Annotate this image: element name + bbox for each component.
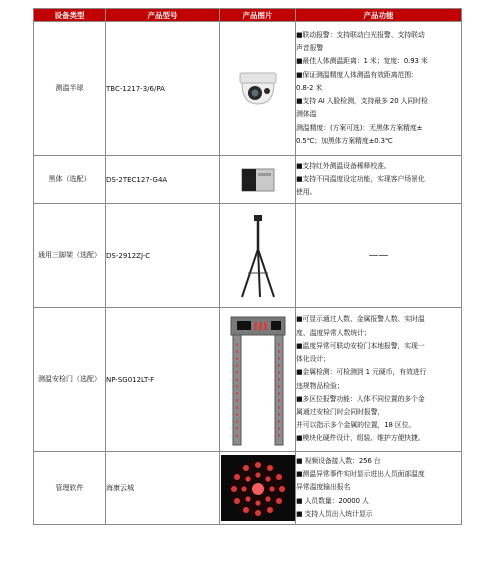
product-image [220,204,296,308]
product-image [220,308,296,452]
product-function: —— [296,204,462,308]
table-row [34,204,462,308]
tripod-icon [238,213,278,299]
spec-table [33,8,462,525]
product-model: NP-SG012LT-F [106,308,220,452]
table-row [34,308,462,452]
product-function: ■支持红外测温设备稀释校准。 ■支持不同温度设定功能，实现客户场景化 使用。 [296,156,462,204]
security-gate-icon [227,313,289,447]
product-function: ■可显示通过人数、金属报警人数、实时温 度、温度异常人数统计； ■温度异常可联动安检门本地报警，实现一 体化设计； ■金属检测：可检测到 1 元硬币，有效进行 违规物品检验； ■多区位报警功能：人体不同位置的多个金 属通过安检门时会同时报警， 并可以指示多个金属的位置，18 区位。 ■模块化硬件设计，组装、维护方便快捷。 [296,308,462,452]
software-screen-icon [221,455,295,521]
header-type: 设备类型 [34,9,106,22]
header-row [34,9,462,22]
product-image [220,156,296,204]
table-row [34,22,462,156]
product-model: 海康云城 [106,452,220,525]
device-type: 测温半球 [34,22,106,156]
device-type: 测温安检门（选配） [34,308,106,452]
device-type: 黑体（选配） [34,156,106,204]
product-model: DS-2912ZJ-C [106,204,220,308]
header-image: 产品图片 [220,9,296,22]
product-image [220,22,296,156]
product-image [220,452,296,525]
blackbody-device-icon [238,165,278,195]
header-function: 产品功能 [296,9,462,22]
product-model: TBC-1217-3/6/PA [106,22,220,156]
table-row [34,156,462,204]
table-row [34,452,462,525]
device-type: 通用三脚架（选配） [34,204,106,308]
product-model: DS-2TEC127-G4A [106,156,220,204]
header-model: 产品型号 [106,9,220,22]
product-function: ■ 视频设备接入数：256 台 ■测温异常事件实时显示进出人员面部温度 异常温度输出报名 ■ 人员数量：20000 人 ■ 支持人员出入统计显示 [296,452,462,525]
product-function: ■联动报警：支持联动白光报警、支持联动 声音报警 ■最佳人体测温距离：1 米；宽度：0.93 米 ■保证测温精度人体测温有效距离范围： 0.8-2 米 ■支持 AI 人脸检测，支持最多 20 人同时检 测体温 测温精度：(方案可选)：无黑体方案精度± 0.5℃；加黑体方案精度±0.3℃ [296,22,462,156]
dome-thermal-camera-icon [234,71,282,107]
device-type: 管理软件 [34,452,106,525]
